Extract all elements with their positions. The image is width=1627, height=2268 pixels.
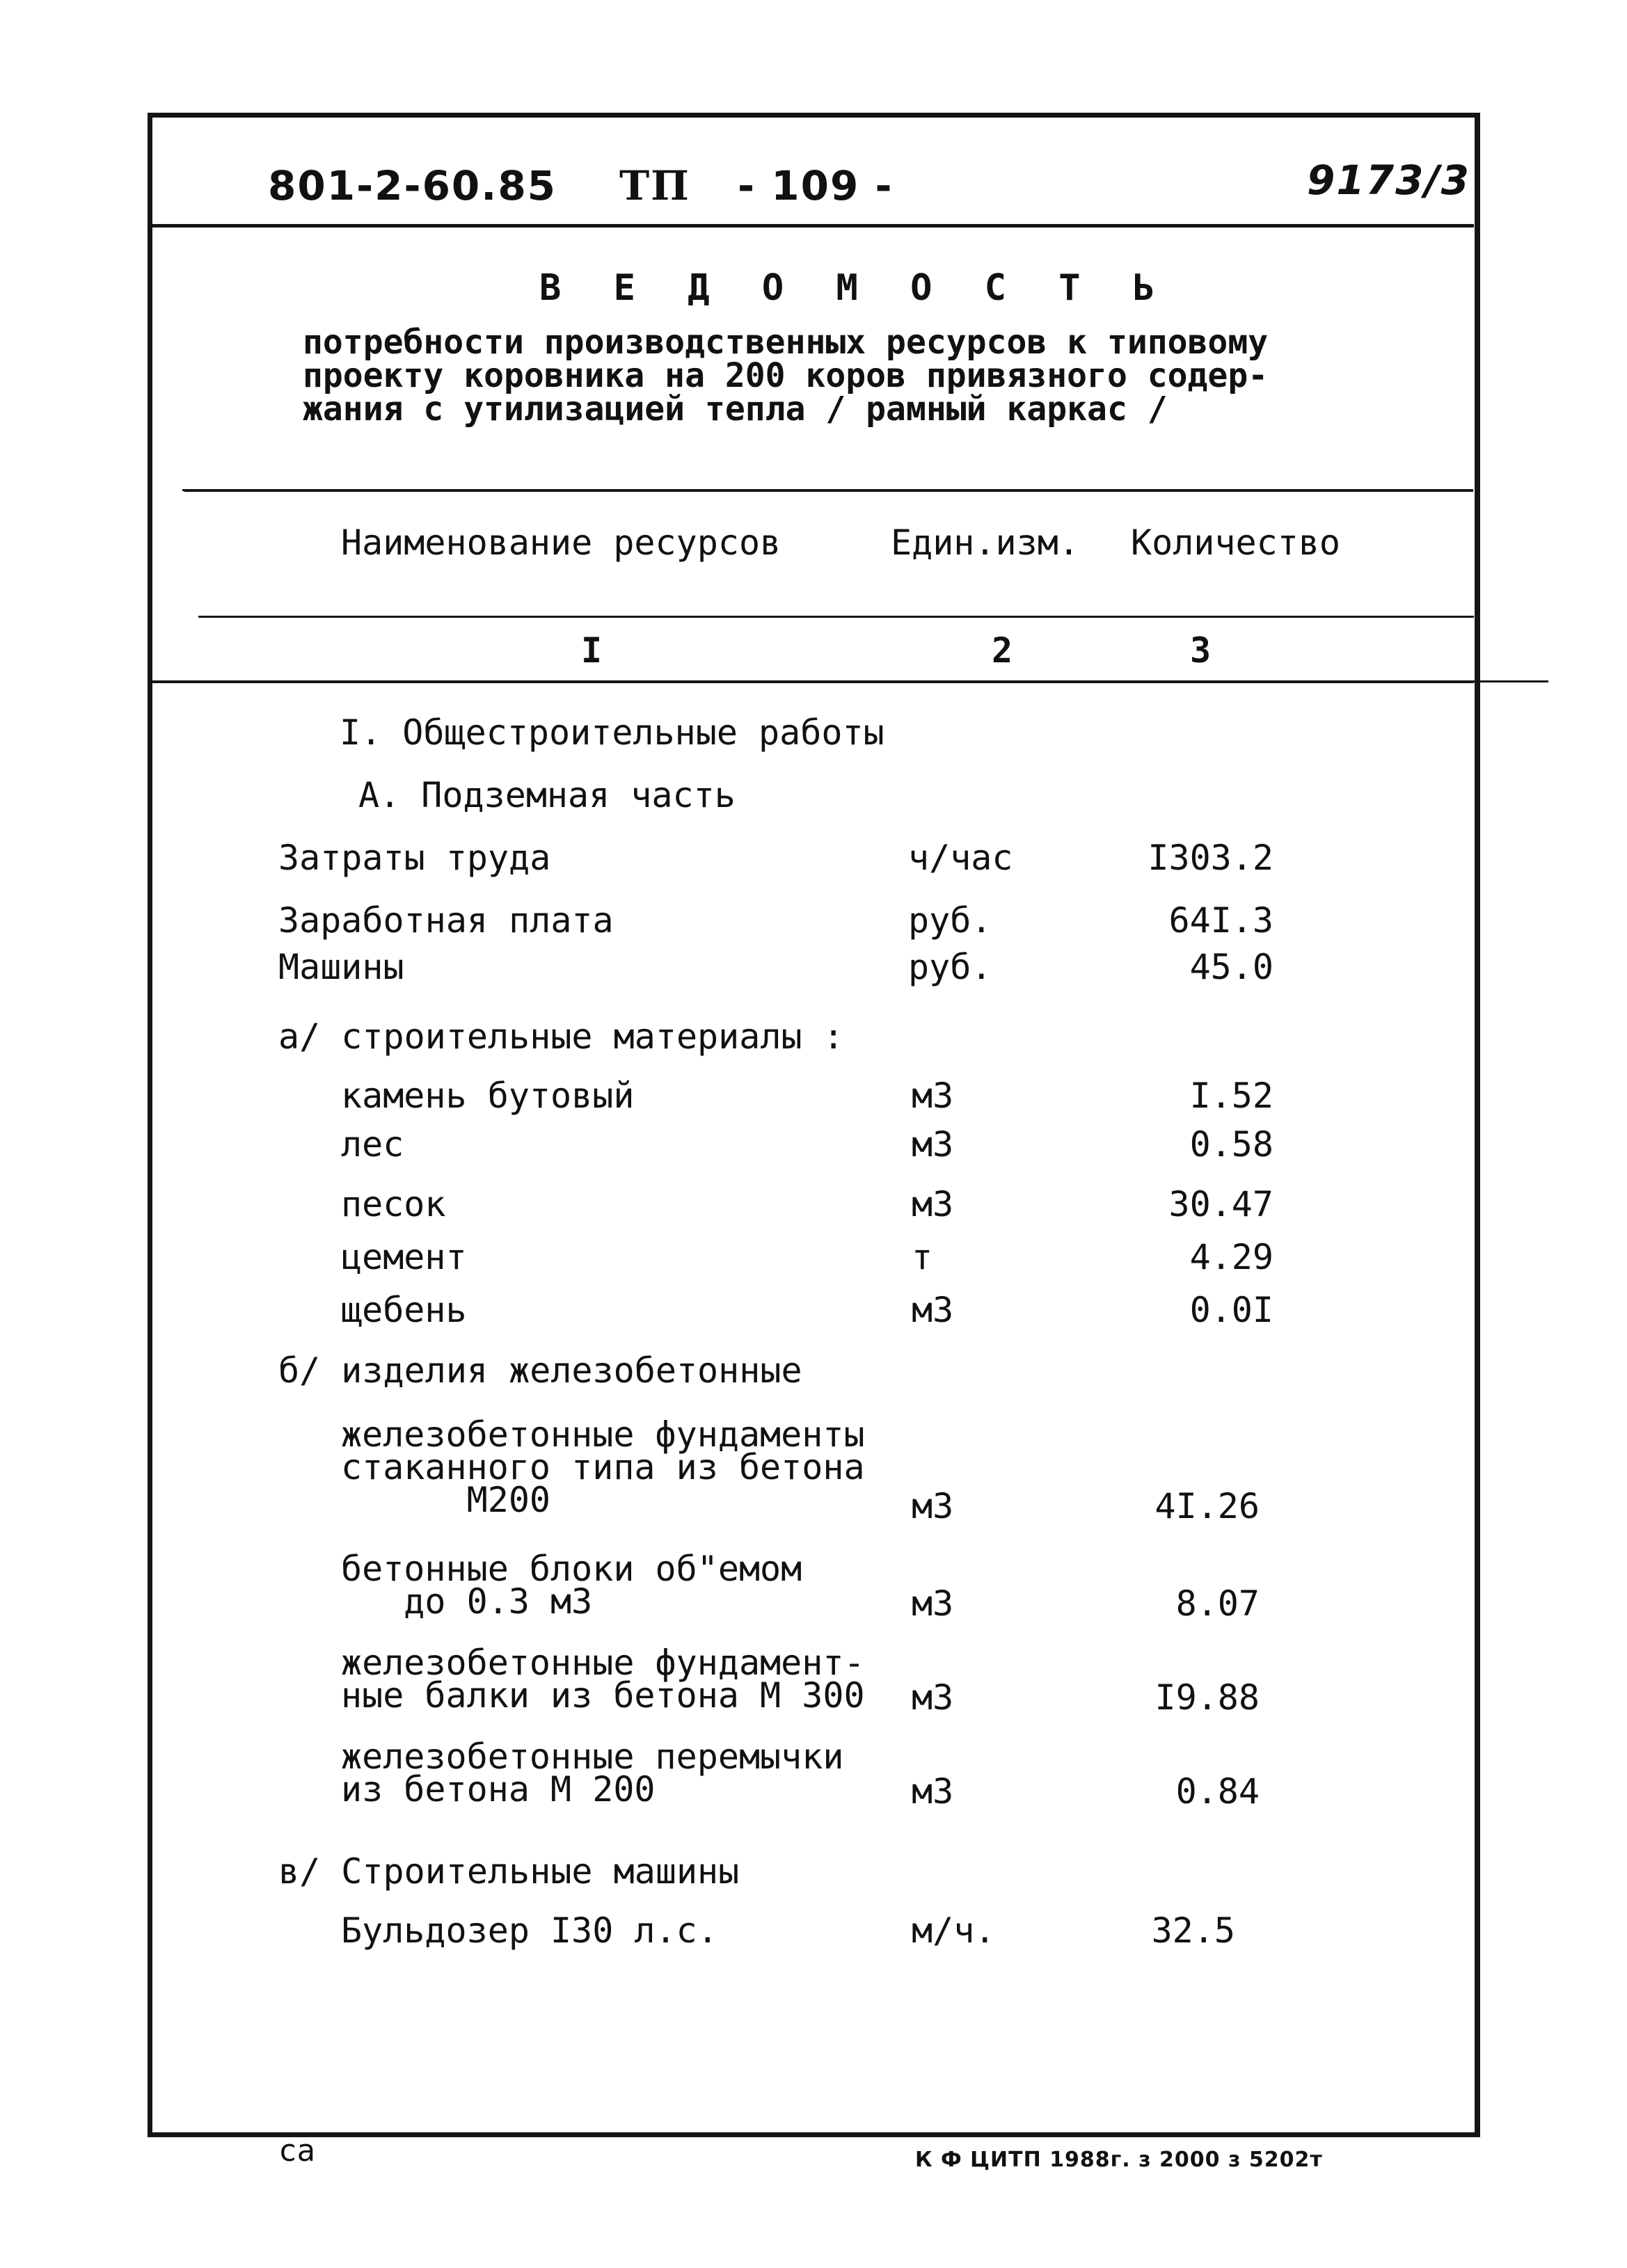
row-labor-qty: I303.2	[1148, 838, 1273, 878]
machine-name: Бульдозер I30 л.с.	[341, 1910, 718, 1951]
row-wages-name: Заработная плата	[278, 900, 614, 941]
concrete-item-unit: м3	[912, 1771, 954, 1812]
table-top-rule-stub	[182, 489, 203, 491]
concrete-item-unit: м3	[912, 1583, 954, 1624]
col-number-1: I	[581, 630, 603, 671]
subtitle-line-2: проекту коровника на 200 коров привязного содер-	[303, 356, 1269, 395]
section-title: I. Общестроительные работы	[340, 712, 884, 753]
machines-heading: в/ Строительные машины	[278, 1851, 740, 1892]
column-number-rule	[148, 680, 1474, 683]
material-unit: м3	[912, 1076, 954, 1116]
material-qty: 0.58	[1189, 1124, 1273, 1165]
table-header-rule	[198, 616, 1474, 618]
concrete-item-unit: м3	[912, 1677, 954, 1718]
concrete-item-qty: I9.88	[1154, 1677, 1260, 1718]
material-name: лес	[341, 1124, 404, 1165]
concrete-item-line: М200	[341, 1480, 551, 1520]
material-unit: м3	[912, 1290, 954, 1330]
row-machines-unit: руб.	[908, 947, 992, 987]
concrete-item-qty: 8.07	[1175, 1583, 1260, 1624]
document-type: ТП	[619, 162, 690, 209]
machine-unit: м/ч.	[912, 1910, 996, 1951]
material-unit: м3	[912, 1184, 954, 1224]
footer-print-stamp: К Ф ЦИТП 1988г. з 2000 з 5202т	[915, 2148, 1323, 2172]
concrete-item-qty: 0.84	[1175, 1771, 1260, 1812]
document-title: В Е Д О М О С Т Ь	[539, 267, 1170, 309]
material-name: цемент	[341, 1237, 467, 1277]
material-name: песок	[341, 1184, 446, 1224]
col-number-3: 3	[1190, 630, 1212, 671]
material-unit: т	[912, 1237, 933, 1277]
page-number: - 109 -	[738, 162, 894, 209]
concrete-item-line: железобетонные перемычки	[341, 1736, 844, 1777]
concrete-item-line: железобетонные фундамент-	[341, 1643, 865, 1683]
material-name: щебень	[341, 1290, 467, 1330]
table-top-rule	[184, 489, 1473, 492]
sheet-number: 9173/3	[1307, 157, 1470, 204]
header-divider	[148, 224, 1474, 227]
row-labor-unit: ч/час	[908, 838, 1013, 878]
machine-qty: 32.5	[1151, 1910, 1235, 1951]
material-qty: 4.29	[1189, 1237, 1273, 1277]
subtitle-line-3: жания с утилизацией тепла / рамный каркас /	[303, 390, 1168, 429]
col-number-2: 2	[992, 630, 1013, 671]
concrete-item-line: ные балки из бетона М 300	[341, 1675, 865, 1716]
footer-left-mark: са	[278, 2133, 315, 2169]
material-unit: м3	[912, 1124, 954, 1165]
concrete-item-line: до 0.3 м3	[341, 1581, 593, 1622]
subtitle-line-1: потребности производственных ресурсов к типовому	[303, 323, 1269, 362]
col-header-qty: Количество	[1131, 522, 1341, 563]
col-header-name: Наименование ресурсов	[341, 522, 781, 563]
document-code: 801-2-60.85	[268, 162, 557, 209]
concrete-item-line: железобетонные фундаменты	[341, 1414, 865, 1455]
concrete-item-line: из бетона М 200	[341, 1769, 656, 1810]
row-machines-qty: 45.0	[1189, 947, 1273, 987]
row-wages-unit: руб.	[908, 900, 992, 941]
concrete-item-line: стаканного типа из бетона	[341, 1447, 865, 1487]
material-name: камень бутовый	[341, 1076, 635, 1116]
row-wages-qty: 64I.3	[1168, 900, 1273, 941]
concrete-item-qty: 4I.26	[1154, 1486, 1260, 1526]
concrete-item-unit: м3	[912, 1486, 954, 1526]
materials-heading: а/ строительные материалы :	[278, 1016, 844, 1057]
material-qty: 0.0I	[1189, 1290, 1273, 1330]
concrete-heading: б/ изделия железобетонные	[278, 1350, 802, 1391]
concrete-item-line: бетонные блоки об"емом	[341, 1549, 802, 1589]
part-title: А. Подземная часть	[358, 775, 736, 815]
column-number-rule-ext	[1468, 680, 1548, 682]
row-labor-name: Затраты труда	[278, 838, 551, 878]
material-qty: 30.47	[1168, 1184, 1273, 1224]
material-qty: I.52	[1189, 1076, 1273, 1116]
row-machines-name: Машины	[278, 947, 404, 987]
col-header-unit: Един.изм.	[891, 522, 1079, 563]
